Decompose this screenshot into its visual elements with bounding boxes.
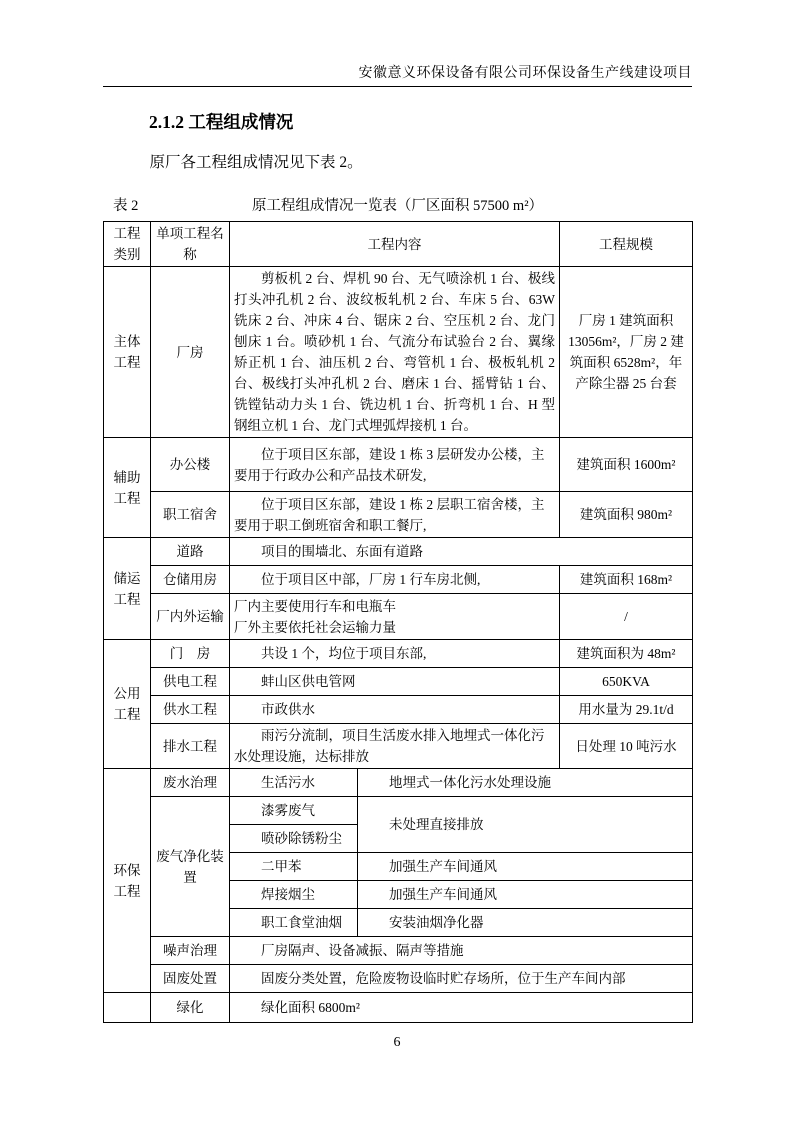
cell-category-environment: 环保工程 — [104, 769, 151, 993]
table-row — [104, 937, 693, 965]
cell-item-paint-mist: 漆雾废气 — [230, 797, 358, 825]
table-row — [104, 769, 693, 797]
transport-line-2: 厂外主要依托社会运输力量 — [234, 619, 396, 635]
cell-name-noise: 噪声治理 — [151, 937, 230, 965]
cell-name-dormitory: 职工宿舍 — [151, 492, 230, 538]
cell-scale-factory: 厂房 1 建筑面积 13056m²，厂房 2 建筑面积 6528m²，年产除尘器 25 台套 — [560, 267, 693, 438]
col-header-scale: 工程规模 — [560, 222, 693, 267]
cell-content-transport — [230, 594, 560, 640]
cell-scale-warehouse: 建筑面积 168m² — [560, 566, 693, 594]
table-row — [104, 668, 693, 696]
cell-item-canteen-fume: 职工食堂油烟 — [230, 909, 358, 937]
cell-name-transport: 厂内外运输 — [151, 594, 230, 640]
table-header-row — [104, 222, 693, 267]
transport-line-1: 厂内主要使用行车和电瓶车 — [234, 598, 396, 614]
cell-content-water: 市政供水 — [230, 696, 560, 724]
cell-scale-power: 650KVA — [560, 668, 693, 696]
cell-name-road: 道路 — [151, 538, 230, 566]
table-caption-label: 表 2 — [113, 198, 139, 214]
cell-name-drainage: 排水工程 — [151, 724, 230, 769]
cell-item-welding-fume: 焊接烟尘 — [230, 881, 358, 909]
table-row — [104, 696, 693, 724]
cell-content-gatehouse: 共设 1 个，均位于项目东部, — [230, 640, 560, 668]
cell-category-greening-empty — [104, 993, 151, 1023]
cell-scale-dormitory: 建筑面积 980m² — [560, 492, 693, 538]
cell-measure-xylene: 加强生产车间通风 — [358, 853, 693, 881]
cell-content-dormitory: 位于项目区东部，建设 1 栋 2 层职工宿舍楼，主要用于职工倒班宿舍和职工餐厅, — [230, 492, 560, 538]
cell-name-factory: 厂房 — [151, 267, 230, 438]
cell-content-warehouse: 位于项目区中部，厂房 1 行车房北侧, — [230, 566, 560, 594]
cell-scale-transport: / — [560, 594, 693, 640]
table-row — [104, 724, 693, 769]
cell-content-solid-waste: 固废分类处置，危险废物设临时贮存场所，位于生产车间内部 — [230, 965, 693, 993]
cell-item-xylene: 二甲苯 — [230, 853, 358, 881]
cell-category-storage: 储运工程 — [104, 538, 151, 640]
project-composition-table — [103, 221, 693, 1023]
cell-scale-office: 建筑面积 1600m² — [560, 438, 693, 492]
table-row — [104, 640, 693, 668]
table-row — [104, 566, 693, 594]
cell-name-warehouse: 仓储用房 — [151, 566, 230, 594]
cell-measure-welding-fume: 加强生产车间通风 — [358, 881, 693, 909]
table-row — [104, 965, 693, 993]
table-row — [104, 438, 693, 492]
cell-measure-canteen-fume: 安装油烟净化器 — [358, 909, 693, 937]
col-header-name: 单项工程名称 — [151, 222, 230, 267]
cell-name-greening: 绿化 — [151, 993, 230, 1023]
cell-scale-gatehouse: 建筑面积为 48m² — [560, 640, 693, 668]
intro-paragraph: 原厂各工程组成情况见下表 2。 — [149, 154, 363, 171]
table-caption-title: 原工程组成情况一览表（厂区面积 57500 m²） — [251, 198, 544, 214]
cell-content-power: 蚌山区供电管网 — [230, 668, 560, 696]
page-number: 6 — [393, 1035, 401, 1050]
cell-name-power: 供电工程 — [151, 668, 230, 696]
table-row — [104, 993, 693, 1023]
cell-name-waste-gas: 废气净化装置 — [151, 797, 230, 937]
cell-category-utility: 公用工程 — [104, 640, 151, 769]
cell-content-factory: 剪板机 2 台、焊机 90 台、无气喷涂机 1 台、极线打头冲孔机 2 台、波纹板轧机 2 台、车床 5 台、63W 铣床 2 台、冲床 4 台、锯床 2 台、空压机 2 台、龙门刨床 1 台。喷砂机 1 台、气流分布试验台 2 台、翼缘矫正机 1 台、油压机 2 台、弯管机 1 台、极板轧机 2 台、极线打头冲孔机 2 台、磨床 1 台、摇臂钻 1 台、铣镗钻动力头 1 台、铣边机 1 台、折弯机 1 台、H 型钢组立机 1 台、龙门式埋弧焊接机 1 台。 — [230, 267, 560, 438]
section-heading: 2.1.2 工程组成情况 — [149, 112, 294, 132]
cell-category-main: 主体工程 — [104, 267, 151, 438]
running-header — [103, 0, 692, 87]
col-header-category: 工程类别 — [104, 222, 151, 267]
page-content — [103, 0, 692, 1023]
cell-content-drainage: 雨污分流制，项目生活废水排入地埋式一体化污水处理设施，达标排放 — [230, 724, 560, 769]
cell-category-auxiliary: 辅助工程 — [104, 438, 151, 538]
cell-content-greening: 绿化面积 6800m² — [230, 993, 693, 1023]
col-header-content: 工程内容 — [230, 222, 560, 267]
cell-item-sandblast-dust: 喷砂除锈粉尘 — [230, 825, 358, 853]
table-row — [104, 538, 693, 566]
table-row — [104, 267, 693, 438]
table-row — [104, 492, 693, 538]
table-row — [104, 797, 693, 825]
cell-measure-domestic-sewage: 地埋式一体化污水处理设施 — [358, 769, 693, 797]
cell-name-wastewater: 废水治理 — [151, 769, 230, 797]
cell-item-domestic-sewage: 生活污水 — [230, 769, 358, 797]
table-caption — [103, 194, 692, 216]
cell-scale-water: 用水量为 29.1t/d — [560, 696, 693, 724]
cell-content-noise: 厂房隔声、设备减振、隔声等措施 — [230, 937, 693, 965]
cell-content-office: 位于项目区东部，建设 1 栋 3 层研发办公楼，主要用于行政办公和产品技术研发, — [230, 438, 560, 492]
cell-content-road: 项目的围墙北、东面有道路 — [230, 538, 693, 566]
cell-name-office: 办公楼 — [151, 438, 230, 492]
table-row — [104, 594, 693, 640]
cell-name-solid-waste: 固废处置 — [151, 965, 230, 993]
cell-measure-untreated-discharge: 未处理直接排放 — [358, 797, 693, 853]
cell-name-water: 供水工程 — [151, 696, 230, 724]
cell-scale-drainage: 日处理 10 吨污水 — [560, 724, 693, 769]
header-title: 安徽意义环保设备有限公司环保设备生产线建设项目 — [358, 66, 692, 81]
cell-name-gatehouse: 门 房 — [151, 640, 230, 668]
